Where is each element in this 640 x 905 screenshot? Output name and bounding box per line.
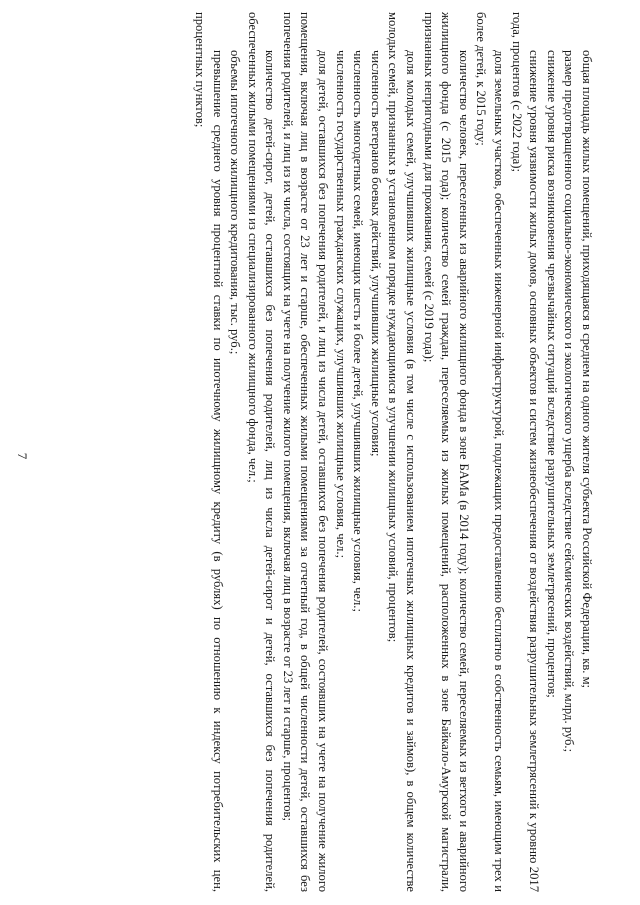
indicator-list [190,12,595,892]
paragraph-mortgage-rate: превышение среднего уровня процентной ставки по ипотечному жилищному кредиту (в рублях) по отношению к индексу потребительских цен, процентных пунктов; [192,12,225,892]
paragraph-large-families: численность многодетных семей, имеющих шесть и более детей, улучшивших жилищные условия, чел.; [351,50,366,612]
paragraph-land-plots: доля земельных участков, обеспеченных инженерной инфраструктурой, подлежащих предоставлению бесплатно в собственность семьям, имеющим трех и более детей, к 2015 году; [474,12,507,892]
page-number: 7 [15,452,30,460]
paragraph-veterans: численность ветеранов боевых действий, улучшивших жилищные условия; [368,50,383,457]
paragraph-emergency-risk: снижение уровня риска возникновения чрезвычайных ситуаций вследствие разрушительных землетрясений, процентов; [544,50,559,698]
rotated-page-body [55,12,595,892]
paragraph-living-area: общая площадь жилых помещений, приходящаяся в среднем на одного жителя субъекта Российской Федерации, кв. м; [580,50,594,689]
paragraph-seismic-damage: размер предотвращенного социально-экономического и экологического ущерба вследствие сейсмических воздействий, млрд. руб.; [562,50,577,753]
paragraph-vulnerability: снижение уровня уязвимости жилых домов, основных объектов и систем жизнеобеспечения от воздействия разрушительных землетрясений к уровню 2017 года, процентов (с 2022 года); [509,12,542,892]
paragraph-resettlement: количество человек, переселенных из аварийного жилищного фонда в зоне БАМа (в 2014 году); количество семей, переселяемых из ветхого и аварийного жилищного фонда (с 2015 года); количество семей граждан, переселяемых из жилых помещений, расположенных в зоне Байкало-Амурской магистрали, признанных непригодными для проживания, семей (с 2019 года); [421,12,471,892]
paragraph-civil-servants: численность государственных гражданских служащих, улучшивших жилищные условия, чел.; [333,50,348,559]
paragraph-young-families: доля молодых семей, улучшивших жилищные условия (в том числе с использованием ипотечных жилищных кредитов и займов), в общем количестве молодых семей, признанных в установленном порядке нуждающимися в улучшении жилищных условий, процентов; [386,12,419,892]
paragraph-orphans-share: доля детей, оставшихся без попечения родителей, и лиц из числа детей, оставшихся без попечения родителей, состоявших на учете на получение жилого помещения, включая лиц в возрасте от 23 лет и старше, обеспеченных жилыми помещениями за отчетный год, в общей численности детей, оставшихся без попечения родителей, и лиц из их числа, состоящих на учете на получение жилого помещения, включая лиц в возрасте от 23 лет и старше, процентов; [280,12,331,892]
paragraph-mortgage-volume: объемы ипотечного жилищного кредитования, тыс. руб.; [228,50,243,355]
paragraph-orphans-count: количество детей-сирот, детей, оставшихся без попечения родителей, лиц из числа детей-сирот и детей, оставшихся без попечения родителей, обеспеченных жилыми помещениями из специализированного жилищного фонда, чел.; [245,12,278,892]
